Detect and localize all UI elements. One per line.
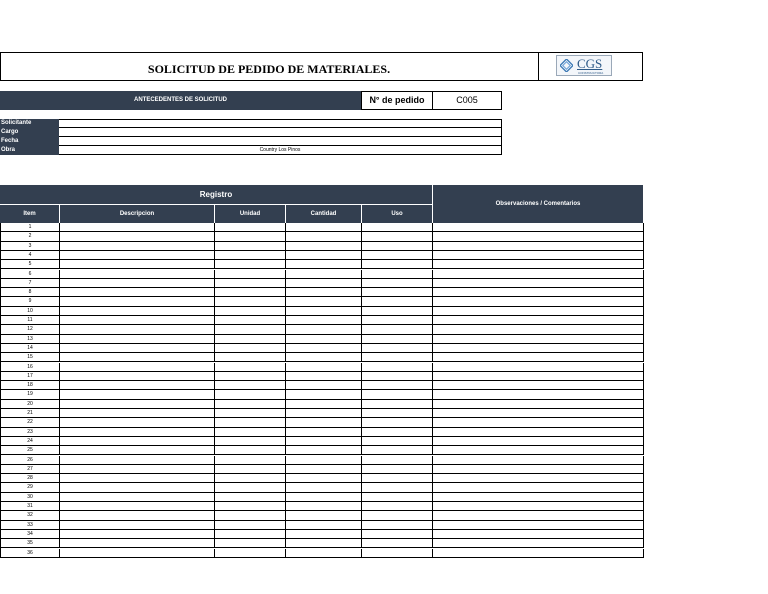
- info-field-1[interactable]: [59, 128, 502, 137]
- observaciones-cell[interactable]: [433, 381, 644, 390]
- observaciones-cell[interactable]: [433, 437, 644, 446]
- cantidad-cell[interactable]: [286, 456, 362, 465]
- descripcion-cell[interactable]: [60, 288, 215, 297]
- info-label-2: Fecha: [0, 137, 59, 146]
- uso-cell[interactable]: [362, 409, 433, 418]
- descripcion-cell[interactable]: [60, 456, 215, 465]
- uso-cell[interactable]: [362, 232, 433, 241]
- observaciones-cell[interactable]: [433, 400, 644, 409]
- uso-cell[interactable]: [362, 390, 433, 399]
- table-row: [1, 307, 644, 316]
- uso-cell[interactable]: [362, 297, 433, 306]
- cantidad-cell[interactable]: [286, 409, 362, 418]
- observaciones-cell[interactable]: [433, 297, 644, 306]
- info-label-3: Obra: [0, 146, 59, 155]
- table-row: [1, 297, 644, 306]
- column-header-descripcion: Descripcion: [59, 204, 214, 223]
- uso-cell[interactable]: [362, 381, 433, 390]
- item-number-cell: 12: [1, 325, 60, 334]
- table-row: [1, 390, 644, 399]
- cantidad-cell[interactable]: [286, 251, 362, 260]
- item-number-cell: 5: [1, 260, 60, 269]
- descripcion-cell[interactable]: [60, 251, 215, 260]
- table-row: [1, 270, 644, 279]
- uso-cell[interactable]: [362, 428, 433, 437]
- item-number-cell: 16: [1, 363, 60, 372]
- unidad-cell[interactable]: [215, 316, 286, 325]
- observaciones-cell[interactable]: [433, 390, 644, 399]
- uso-cell[interactable]: [362, 242, 433, 251]
- item-number-cell: 26: [1, 456, 60, 465]
- cantidad-cell[interactable]: [286, 316, 362, 325]
- cantidad-cell[interactable]: [286, 307, 362, 316]
- cantidad-cell[interactable]: [286, 502, 362, 511]
- observaciones-cell[interactable]: [433, 446, 644, 455]
- item-number-cell: 31: [1, 502, 60, 511]
- observaciones-cell[interactable]: [433, 325, 644, 334]
- table-row: [1, 288, 644, 297]
- uso-cell[interactable]: [362, 549, 433, 558]
- table-row: [1, 409, 644, 418]
- cantidad-cell[interactable]: [286, 279, 362, 288]
- uso-cell[interactable]: [362, 530, 433, 539]
- descripcion-cell[interactable]: [60, 474, 215, 483]
- uso-cell[interactable]: [362, 400, 433, 409]
- unidad-cell[interactable]: [215, 400, 286, 409]
- cantidad-cell[interactable]: [286, 344, 362, 353]
- observaciones-cell[interactable]: [433, 409, 644, 418]
- cantidad-cell[interactable]: [286, 363, 362, 372]
- table-row: [1, 446, 644, 455]
- uso-cell[interactable]: [362, 223, 433, 232]
- item-number-cell: 24: [1, 437, 60, 446]
- item-number-cell: 14: [1, 344, 60, 353]
- uso-cell[interactable]: [362, 325, 433, 334]
- item-number-cell: 25: [1, 446, 60, 455]
- item-number-cell: 20: [1, 400, 60, 409]
- uso-cell[interactable]: [362, 353, 433, 362]
- table-row: [1, 521, 644, 530]
- descripcion-cell[interactable]: [60, 381, 215, 390]
- table-row: [1, 325, 644, 334]
- unidad-cell[interactable]: [215, 251, 286, 260]
- unidad-cell[interactable]: [215, 390, 286, 399]
- table-row: [1, 335, 644, 344]
- item-number-cell: 29: [1, 483, 60, 492]
- descripcion-cell[interactable]: [60, 279, 215, 288]
- observaciones-cell[interactable]: [433, 251, 644, 260]
- unidad-cell[interactable]: [215, 465, 286, 474]
- table-row: [1, 474, 644, 483]
- cantidad-cell[interactable]: [286, 260, 362, 269]
- uso-cell[interactable]: [362, 316, 433, 325]
- observaciones-cell[interactable]: [433, 372, 644, 381]
- cantidad-cell[interactable]: [286, 437, 362, 446]
- table-row: [1, 428, 644, 437]
- unidad-cell[interactable]: [215, 549, 286, 558]
- unidad-cell[interactable]: [215, 474, 286, 483]
- info-field-2[interactable]: [59, 137, 502, 146]
- uso-cell[interactable]: [362, 539, 433, 548]
- observaciones-cell[interactable]: [433, 511, 644, 520]
- cantidad-cell[interactable]: [286, 446, 362, 455]
- unidad-cell[interactable]: [215, 344, 286, 353]
- info-label-0: Solicitante: [0, 119, 59, 128]
- observaciones-cell[interactable]: [433, 502, 644, 511]
- descripcion-cell[interactable]: [60, 270, 215, 279]
- info-field-0[interactable]: [59, 119, 502, 128]
- cantidad-cell[interactable]: [286, 539, 362, 548]
- observaciones-cell[interactable]: [433, 456, 644, 465]
- logo-subtext: CONSTRUCTORA: [578, 71, 604, 75]
- unidad-cell[interactable]: [215, 288, 286, 297]
- uso-cell[interactable]: [362, 437, 433, 446]
- item-number-cell: 11: [1, 316, 60, 325]
- uso-cell[interactable]: [362, 279, 433, 288]
- observaciones-cell[interactable]: [433, 483, 644, 492]
- unidad-cell[interactable]: [215, 353, 286, 362]
- observaciones-cell[interactable]: [433, 549, 644, 558]
- descripcion-cell[interactable]: [60, 530, 215, 539]
- table-row: [1, 502, 644, 511]
- observaciones-cell[interactable]: [433, 418, 644, 427]
- table-row: [1, 372, 644, 381]
- pedido-number-label: N° de pedido: [361, 91, 432, 110]
- observaciones-cell[interactable]: [433, 530, 644, 539]
- unidad-cell[interactable]: [215, 381, 286, 390]
- cantidad-cell[interactable]: [286, 530, 362, 539]
- info-label-1: Cargo: [0, 128, 59, 137]
- table-row: [1, 511, 644, 520]
- uso-cell[interactable]: [362, 474, 433, 483]
- cantidad-cell[interactable]: [286, 400, 362, 409]
- uso-cell[interactable]: [362, 307, 433, 316]
- item-number-cell: 33: [1, 521, 60, 530]
- item-number-cell: 1: [1, 223, 60, 232]
- unidad-cell[interactable]: [215, 530, 286, 539]
- descripcion-cell[interactable]: [60, 335, 215, 344]
- column-header-cantidad: Cantidad: [285, 204, 361, 223]
- table-row: [1, 549, 644, 558]
- uso-cell[interactable]: [362, 456, 433, 465]
- table-row: [1, 242, 644, 251]
- cantidad-cell[interactable]: [286, 223, 362, 232]
- item-number-cell: 8: [1, 288, 60, 297]
- cantidad-cell[interactable]: [286, 335, 362, 344]
- table-row: [1, 279, 644, 288]
- cantidad-cell[interactable]: [286, 483, 362, 492]
- uso-cell[interactable]: [362, 521, 433, 530]
- observaciones-cell[interactable]: [433, 232, 644, 241]
- table-row: [1, 232, 644, 241]
- descripcion-cell[interactable]: [60, 511, 215, 520]
- item-number-cell: 10: [1, 307, 60, 316]
- column-header-unidad: Unidad: [214, 204, 285, 223]
- item-number-cell: 21: [1, 409, 60, 418]
- table-row: [1, 539, 644, 548]
- uso-cell[interactable]: [362, 372, 433, 381]
- item-number-cell: 3: [1, 242, 60, 251]
- descripcion-cell[interactable]: [60, 260, 215, 269]
- table-row: [1, 456, 644, 465]
- cantidad-cell[interactable]: [286, 418, 362, 427]
- observaciones-cell[interactable]: [433, 335, 644, 344]
- table-row: [1, 465, 644, 474]
- uso-cell[interactable]: [362, 260, 433, 269]
- descripcion-cell[interactable]: [60, 418, 215, 427]
- cantidad-cell[interactable]: [286, 297, 362, 306]
- column-header-uso: Uso: [361, 204, 432, 223]
- item-number-cell: 18: [1, 381, 60, 390]
- unidad-cell[interactable]: [215, 456, 286, 465]
- table-row: [1, 316, 644, 325]
- descripcion-cell[interactable]: [60, 344, 215, 353]
- cantidad-cell[interactable]: [286, 493, 362, 502]
- observaciones-cell[interactable]: [433, 493, 644, 502]
- item-number-cell: 7: [1, 279, 60, 288]
- unidad-cell[interactable]: [215, 446, 286, 455]
- info-field-3[interactable]: Country Los Pinos: [59, 146, 502, 155]
- unidad-cell[interactable]: [215, 307, 286, 316]
- descripcion-cell[interactable]: [60, 223, 215, 232]
- uso-cell[interactable]: [362, 446, 433, 455]
- table-row: [1, 483, 644, 492]
- descripcion-cell[interactable]: [60, 493, 215, 502]
- observaciones-cell[interactable]: [433, 474, 644, 483]
- cantidad-cell[interactable]: [286, 270, 362, 279]
- table-row: [1, 530, 644, 539]
- unidad-cell[interactable]: [215, 270, 286, 279]
- observaciones-cell[interactable]: [433, 521, 644, 530]
- item-number-cell: 15: [1, 353, 60, 362]
- uso-cell[interactable]: [362, 465, 433, 474]
- item-number-cell: 30: [1, 493, 60, 502]
- diamond-logo-icon: [560, 59, 573, 72]
- unidad-cell[interactable]: [215, 372, 286, 381]
- cantidad-cell[interactable]: [286, 549, 362, 558]
- observaciones-cell[interactable]: [433, 260, 644, 269]
- item-number-cell: 35: [1, 539, 60, 548]
- antecedentes-header: ANTECEDENTES DE SOLICITUD: [0, 91, 361, 110]
- unidad-cell[interactable]: [215, 363, 286, 372]
- unidad-cell[interactable]: [215, 428, 286, 437]
- uso-cell[interactable]: [362, 288, 433, 297]
- unidad-cell[interactable]: [215, 409, 286, 418]
- observaciones-cell[interactable]: [433, 363, 644, 372]
- item-number-cell: 13: [1, 335, 60, 344]
- observaciones-cell[interactable]: [433, 344, 644, 353]
- uso-cell[interactable]: [362, 483, 433, 492]
- table-row: [1, 363, 644, 372]
- descripcion-cell[interactable]: [60, 400, 215, 409]
- descripcion-cell[interactable]: [60, 446, 215, 455]
- observaciones-cell[interactable]: [433, 270, 644, 279]
- observaciones-cell[interactable]: [433, 279, 644, 288]
- descripcion-cell[interactable]: [60, 502, 215, 511]
- cantidad-cell[interactable]: [286, 521, 362, 530]
- item-number-cell: 28: [1, 474, 60, 483]
- column-header-item: Item: [0, 204, 59, 223]
- uso-cell[interactable]: [362, 344, 433, 353]
- descripcion-cell[interactable]: [60, 390, 215, 399]
- table-row: [1, 223, 644, 232]
- descripcion-cell[interactable]: [60, 483, 215, 492]
- item-number-cell: 22: [1, 418, 60, 427]
- item-number-cell: 4: [1, 251, 60, 260]
- unidad-cell[interactable]: [215, 539, 286, 548]
- observaciones-cell[interactable]: [433, 539, 644, 548]
- registro-header: Registro: [0, 185, 432, 204]
- pedido-number-field[interactable]: C005: [432, 91, 502, 110]
- descripcion-cell[interactable]: [60, 242, 215, 251]
- item-number-cell: 23: [1, 428, 60, 437]
- item-number-cell: 34: [1, 530, 60, 539]
- cantidad-cell[interactable]: [286, 474, 362, 483]
- unidad-cell[interactable]: [215, 502, 286, 511]
- logo-text: CGS: [577, 56, 603, 71]
- descripcion-cell[interactable]: [60, 428, 215, 437]
- page-title: SOLICITUD DE PEDIDO DE MATERIALES.: [147, 62, 391, 76]
- unidad-cell[interactable]: [215, 521, 286, 530]
- cantidad-cell[interactable]: [286, 242, 362, 251]
- item-number-cell: 32: [1, 511, 60, 520]
- unidad-cell[interactable]: [215, 223, 286, 232]
- descripcion-cell[interactable]: [60, 409, 215, 418]
- cantidad-cell[interactable]: [286, 465, 362, 474]
- descripcion-cell[interactable]: [60, 316, 215, 325]
- descripcion-cell[interactable]: [60, 363, 215, 372]
- unidad-cell[interactable]: [215, 493, 286, 502]
- uso-cell[interactable]: [362, 418, 433, 427]
- descripcion-cell[interactable]: [60, 353, 215, 362]
- observaciones-cell[interactable]: [433, 223, 644, 232]
- table-row: [1, 353, 644, 362]
- table-row: [1, 251, 644, 260]
- uso-cell[interactable]: [362, 493, 433, 502]
- descripcion-cell[interactable]: [60, 325, 215, 334]
- table-row: [1, 344, 644, 353]
- unidad-cell[interactable]: [215, 511, 286, 520]
- item-number-cell: 6: [1, 270, 60, 279]
- unidad-cell[interactable]: [215, 279, 286, 288]
- descripcion-cell[interactable]: [60, 307, 215, 316]
- cantidad-cell[interactable]: [286, 288, 362, 297]
- uso-cell[interactable]: [362, 363, 433, 372]
- observaciones-header: Observaciones / Comentarios: [432, 185, 643, 223]
- unidad-cell[interactable]: [215, 418, 286, 427]
- descripcion-cell[interactable]: [60, 437, 215, 446]
- table-row: [1, 418, 644, 427]
- cantidad-cell[interactable]: [286, 353, 362, 362]
- item-number-cell: 2: [1, 232, 60, 241]
- table-row: [1, 400, 644, 409]
- descripcion-cell[interactable]: [60, 465, 215, 474]
- unidad-cell[interactable]: [215, 325, 286, 334]
- unidad-cell[interactable]: [215, 242, 286, 251]
- cantidad-cell[interactable]: [286, 381, 362, 390]
- observaciones-cell[interactable]: [433, 288, 644, 297]
- descripcion-cell[interactable]: [60, 232, 215, 241]
- item-number-cell: 36: [1, 549, 60, 558]
- uso-cell[interactable]: [362, 251, 433, 260]
- registro-table-body: [0, 223, 643, 558]
- table-row: [1, 437, 644, 446]
- descripcion-cell[interactable]: [60, 549, 215, 558]
- unidad-cell[interactable]: [215, 297, 286, 306]
- uso-cell[interactable]: [362, 511, 433, 520]
- item-number-cell: 19: [1, 390, 60, 399]
- descripcion-cell[interactable]: [60, 372, 215, 381]
- cantidad-cell[interactable]: [286, 232, 362, 241]
- descripcion-cell[interactable]: [60, 297, 215, 306]
- observaciones-cell[interactable]: [433, 242, 644, 251]
- uso-cell[interactable]: [362, 270, 433, 279]
- table-row: [1, 381, 644, 390]
- table-row: [1, 493, 644, 502]
- item-number-cell: 17: [1, 372, 60, 381]
- cantidad-cell[interactable]: [286, 390, 362, 399]
- observaciones-cell[interactable]: [433, 307, 644, 316]
- observaciones-cell[interactable]: [433, 428, 644, 437]
- item-number-cell: 27: [1, 465, 60, 474]
- descripcion-cell[interactable]: [60, 521, 215, 530]
- descripcion-cell[interactable]: [60, 539, 215, 548]
- cantidad-cell[interactable]: [286, 372, 362, 381]
- table-row: [1, 260, 644, 269]
- observaciones-cell[interactable]: [433, 316, 644, 325]
- observaciones-cell[interactable]: [433, 465, 644, 474]
- observaciones-cell[interactable]: [433, 353, 644, 362]
- unidad-cell[interactable]: [215, 335, 286, 344]
- unidad-cell[interactable]: [215, 232, 286, 241]
- item-number-cell: 9: [1, 297, 60, 306]
- cantidad-cell[interactable]: [286, 511, 362, 520]
- uso-cell[interactable]: [362, 502, 433, 511]
- cantidad-cell[interactable]: [286, 428, 362, 437]
- unidad-cell[interactable]: [215, 260, 286, 269]
- cantidad-cell[interactable]: [286, 325, 362, 334]
- uso-cell[interactable]: [362, 335, 433, 344]
- unidad-cell[interactable]: [215, 437, 286, 446]
- unidad-cell[interactable]: [215, 483, 286, 492]
